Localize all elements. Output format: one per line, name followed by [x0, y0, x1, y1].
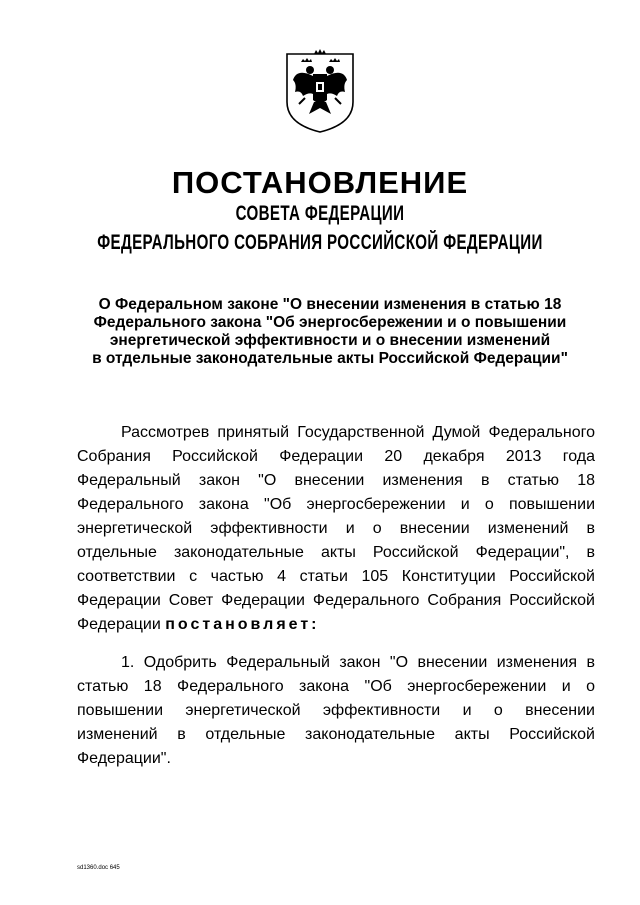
subject-line: О Федеральном законе "О внесении изменения в статью 18: [98, 296, 562, 313]
preamble-paragraph: [77, 421, 595, 637]
paragraph-line: отдельные законодательные акты Российской Федерации", в: [77, 544, 595, 561]
paragraph-line: Федерального закона "Об энергосбережении и о повышении: [77, 496, 595, 513]
issuer-line-2: ФЕДЕРАЛЬНОГО СОБРАНИЯ РОССИЙСКОЙ ФЕДЕРАЦИИ: [97, 231, 543, 254]
subject-line: энергетической эффективности и о внесении изменений: [109, 332, 551, 349]
paragraph-line: Федеральный закон "О внесении изменения в статью 18: [77, 472, 595, 489]
issuer-line: СОВЕТА ФЕДЕРАЦИИ: [235, 202, 405, 225]
paragraph-line: Федерации".: [77, 750, 171, 767]
subject-line: Федерального закона "Об энергосбережении и о повышении: [93, 314, 567, 331]
paragraph-line: Собрания Российской Федерации 20 декабря 2013 года: [77, 448, 595, 465]
paragraph-line: повышении энергетической эффективности и о внесении: [77, 702, 595, 719]
paragraph-line: соответствии с частью 4 статьи 105 Конституции Российской: [77, 568, 595, 585]
paragraph-line: [77, 613, 595, 637]
subject-line: в отдельные законодательные акты Российской Федерации": [92, 350, 568, 367]
resolves-keyword: постановляет:: [165, 616, 320, 633]
russian-coat-of-arms-icon: [283, 48, 357, 134]
paragraph-text: Федерации: [77, 616, 166, 633]
paragraph-line: изменений в отдельные законодательные акты Российской: [77, 726, 595, 743]
document-subject: [60, 296, 600, 368]
paragraph-line: Федерации Совет Федерации Федерального Собрания Российской: [77, 592, 595, 609]
paragraph-line: 1. Одобрить Федеральный закон "О внесении изменения в: [121, 654, 595, 671]
resolution-item: [77, 651, 595, 771]
paragraph-line: энергетической эффективности и о внесении изменений в: [77, 520, 595, 537]
file-code: sd1360.doc 645: [77, 865, 120, 871]
paragraph-line: статью 18 Федерального закона "Об энергосбережении и о: [77, 678, 595, 695]
paragraph-line: Рассмотрев принятый Государственной Думой Федерального: [121, 424, 595, 441]
document-title: ПОСТАНОВЛЕНИЕ: [171, 165, 469, 200]
